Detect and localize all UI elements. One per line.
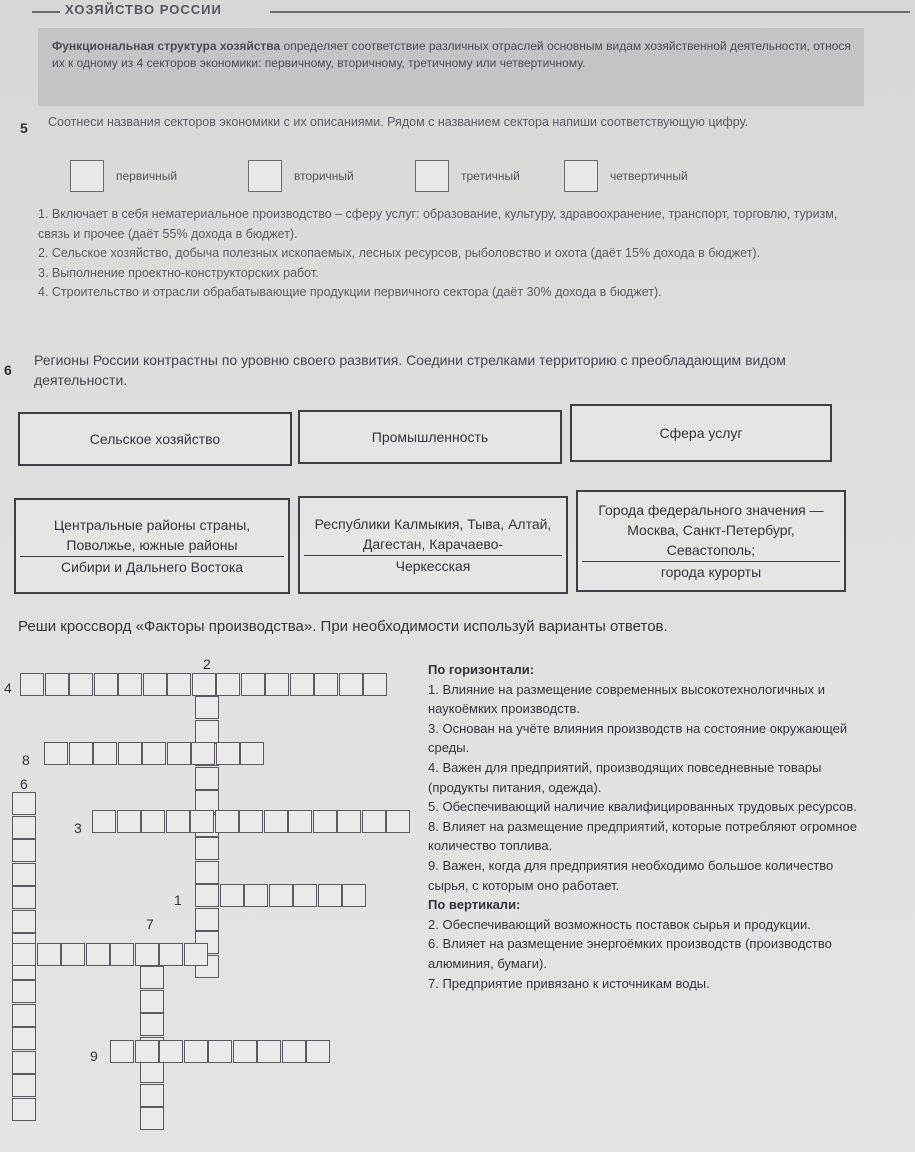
task-6-number: 6	[4, 362, 12, 378]
crossword-clues	[428, 660, 868, 993]
crossword-cell[interactable]	[386, 810, 410, 833]
crossword-number: 1	[174, 892, 182, 908]
territory-subtext: Сибири и Дальнего Востока	[20, 556, 284, 577]
crossword-cell[interactable]	[216, 742, 240, 765]
crossword-cell[interactable]	[12, 980, 36, 1003]
crossword-cell[interactable]	[240, 742, 264, 765]
crossword-cell[interactable]	[191, 742, 215, 765]
sector-label: четвертичный	[610, 169, 688, 183]
note-term: Функциональная структура хозяйства	[52, 39, 281, 53]
crossword-cell[interactable]	[12, 863, 36, 886]
crossword-cell[interactable]	[337, 810, 361, 833]
crossword-cell[interactable]	[140, 1013, 164, 1036]
crossword-cell[interactable]	[12, 839, 36, 862]
crossword-cell[interactable]	[264, 810, 288, 833]
crossword-cell[interactable]	[117, 810, 141, 833]
crossword-cell[interactable]	[244, 884, 268, 907]
crossword-number: 3	[74, 820, 82, 836]
description-item: 1. Включает в себя нематериальное производство – сферу услуг: образование, культуру, здравоохранение, транспорт, торговлю, туризм, связь и прочее (даёт 55% дохода в бюджет).	[38, 207, 838, 241]
crossword-cell[interactable]	[288, 810, 312, 833]
crossword-cell[interactable]	[143, 673, 167, 696]
task-7-instruction: Реши кроссворд «Факторы производства». При необходимости используй варианты ответов.	[18, 618, 668, 635]
crossword-cell[interactable]	[12, 792, 36, 815]
crossword-cell[interactable]	[290, 673, 314, 696]
sector-label: первичный	[116, 169, 178, 183]
crossword-cell[interactable]	[12, 1098, 36, 1121]
crossword-cell[interactable]	[195, 908, 219, 931]
territory-subtext: Черкесская	[304, 555, 562, 576]
crossword-cell[interactable]	[142, 742, 166, 765]
task-6-instruction: Регионы России контрастны по уровню своего развития. Соедини стрелками территорию с преобладающим видом деятельности.	[34, 352, 786, 388]
crossword-cell[interactable]	[313, 810, 337, 833]
description-item: 3. Выполнение проектно-конструкторских работ.	[38, 265, 319, 280]
crossword-cell[interactable]	[184, 1040, 208, 1063]
territory-republics[interactable]	[298, 496, 568, 594]
chapter-title: ХОЗЯЙСТВО РОССИИ	[65, 2, 222, 17]
crossword-cell[interactable]	[93, 742, 117, 765]
crossword-cell[interactable]	[314, 673, 338, 696]
clue-item: 6. Влияет на размещение энергоёмких производств (производство алюминия, бумаги).	[428, 936, 832, 971]
description-item: 2. Сельское хозяйство, добыча полезных ископаемых, лесных ресурсов, рыболовство и охота (даёт 15% дохода в бюджет).	[38, 246, 761, 260]
crossword-cell[interactable]	[216, 673, 240, 696]
territory-text: Республики Калмыкия, Тыва, Алтай, Дагестан, Карачаево-	[314, 516, 552, 552]
crossword-cell[interactable]	[195, 861, 219, 884]
territory-central[interactable]	[14, 498, 290, 594]
crossword-cell[interactable]	[135, 1040, 159, 1063]
crossword-cell[interactable]	[220, 884, 244, 907]
territory-text: Центральные районы страны, Поволжье, южные районы	[53, 517, 251, 553]
crossword-number: 8	[22, 752, 30, 768]
crossword-cell[interactable]	[265, 673, 289, 696]
crossword-cell[interactable]	[12, 1027, 36, 1050]
clue-item: 4. Важен для предприятий, производящих повседневные товары (продукты питания, одежда).	[428, 759, 822, 795]
definition-note	[38, 28, 864, 106]
crossword-cell[interactable]	[140, 1107, 164, 1130]
crossword-cell[interactable]	[342, 884, 366, 907]
crossword-cell[interactable]	[12, 886, 36, 909]
crossword-cell[interactable]	[140, 1084, 164, 1107]
chapter-rule-right	[270, 11, 910, 13]
task-5-number: 5	[20, 120, 28, 136]
crossword-cell[interactable]	[12, 1074, 36, 1097]
crossword-cell[interactable]	[239, 810, 263, 833]
crossword-cell[interactable]	[20, 673, 44, 696]
crossword-cell[interactable]	[269, 884, 293, 907]
crossword-cell[interactable]	[195, 720, 219, 743]
clue-item: 3. Основан на учёте влияния производств на состояние окружающей среды.	[428, 720, 848, 756]
crossword-cell[interactable]	[195, 767, 219, 790]
crossword-cell[interactable]	[118, 673, 142, 696]
crossword-cell[interactable]	[363, 673, 387, 696]
crossword-number: 9	[90, 1048, 98, 1064]
answer-box-quaternary[interactable]	[564, 160, 598, 192]
crossword-cell[interactable]	[12, 816, 36, 839]
crossword-number: 4	[4, 680, 12, 696]
answer-box-secondary[interactable]	[248, 160, 282, 192]
crossword-cell[interactable]	[306, 1040, 330, 1063]
crossword-cell[interactable]	[12, 1051, 36, 1074]
crossword-cell[interactable]	[195, 696, 219, 719]
crossword-cell[interactable]	[282, 1040, 306, 1063]
crossword-cell[interactable]	[362, 810, 386, 833]
activity-agriculture[interactable]: Сельское хозяйство	[18, 412, 292, 466]
crossword-number: 7	[146, 916, 154, 932]
crossword-cell[interactable]	[45, 673, 69, 696]
crossword-cell[interactable]	[166, 810, 190, 833]
answer-box-primary[interactable]	[70, 160, 104, 192]
crossword-cell[interactable]	[118, 742, 142, 765]
crossword-cell[interactable]	[12, 1004, 36, 1027]
crossword-cell[interactable]	[159, 1040, 183, 1063]
crossword-cell[interactable]	[69, 673, 93, 696]
territory-text: Города федерального значения — Москва, Санкт-Петербург, Севастополь;	[598, 502, 824, 558]
crossword-cell[interactable]	[92, 810, 116, 833]
crossword-cell[interactable]	[94, 673, 118, 696]
crossword-cell[interactable]	[293, 884, 317, 907]
clue-item: 9. Важен, когда для предприятия необходимо большое количество сырья, с которым оно работает.	[428, 857, 834, 893]
crossword-number: 2	[203, 656, 211, 672]
crossword-cell[interactable]	[339, 673, 363, 696]
vertical-header: По вертикали:	[428, 897, 521, 913]
sector-label: вторичный	[294, 169, 354, 183]
crossword-number: 6	[20, 776, 28, 792]
territory-subtext: города курорты	[582, 561, 840, 582]
crossword-cell[interactable]	[167, 673, 191, 696]
task-5-instruction: Соотнеси названия секторов экономики с их описаниями. Рядом с названием сектора напиши соответствующую цифру.	[48, 115, 749, 129]
crossword-cell[interactable]	[192, 673, 216, 696]
crossword-cell[interactable]	[69, 742, 93, 765]
crossword-cell[interactable]	[110, 943, 134, 966]
crossword-cell[interactable]	[141, 810, 165, 833]
crossword-cell[interactable]	[190, 810, 214, 833]
territory-federal-cities[interactable]	[576, 490, 846, 592]
crossword-cell[interactable]	[241, 673, 265, 696]
crossword-cell[interactable]	[215, 810, 239, 833]
crossword-cell[interactable]	[233, 1040, 257, 1063]
activity-services[interactable]: Сфера услуг	[570, 404, 832, 462]
crossword-cell[interactable]	[167, 742, 191, 765]
crossword-cell[interactable]	[37, 943, 61, 966]
crossword-cell[interactable]	[140, 990, 164, 1013]
crossword-cell[interactable]	[195, 837, 219, 860]
horizontal-header: По горизонтали:	[428, 662, 535, 677]
crossword-cell[interactable]	[61, 943, 85, 966]
sector-descriptions	[38, 205, 838, 303]
crossword-cell[interactable]	[318, 884, 342, 907]
clue-item: 8. Влияет на размещение предприятий, которые потребляют огромное количество топлива.	[428, 818, 857, 854]
crossword-cell[interactable]	[12, 943, 36, 966]
crossword-cell[interactable]	[110, 1040, 134, 1063]
description-item: 4. Строительство и отрасли обрабатывающие продукции первичного сектора (даёт 30% дохода в бюджет).	[38, 285, 662, 299]
crossword-cell[interactable]	[140, 1060, 164, 1083]
crossword-cell[interactable]	[12, 910, 36, 933]
crossword-cell[interactable]	[257, 1040, 281, 1063]
clue-item: 7. Предприятие привязано к источникам воды.	[428, 975, 710, 991]
crossword-cell[interactable]	[208, 1040, 232, 1063]
crossword-cell[interactable]	[140, 966, 164, 989]
answer-box-tertiary[interactable]	[415, 160, 449, 192]
crossword-cell[interactable]	[159, 943, 183, 966]
crossword-cell[interactable]	[86, 943, 110, 966]
crossword-cell[interactable]	[135, 943, 159, 966]
sector-label: третичный	[461, 169, 520, 183]
crossword-cell[interactable]	[184, 943, 208, 966]
clue-item: 2. Обеспечивающий возможность поставок сырья и продукции.	[428, 916, 811, 932]
crossword-cell[interactable]	[195, 884, 219, 907]
clue-item: 1. Влияние на размещение современных высокотехнологичных и наукоёмких производств.	[428, 681, 825, 717]
activity-industry[interactable]: Промышленность	[298, 410, 562, 464]
note-text: определяет соответствие различных отраслей основным видам хозяйственной деятельности, относя их к одному из 4 секторов экономики: первичному, вторичному, третичному или четвертичному.	[52, 39, 851, 70]
clue-item: 5. Обеспечивающий наличие квалифицированных трудовых ресурсов.	[428, 799, 857, 815]
crossword-cell[interactable]	[44, 742, 68, 765]
chapter-rule-left	[32, 11, 60, 13]
